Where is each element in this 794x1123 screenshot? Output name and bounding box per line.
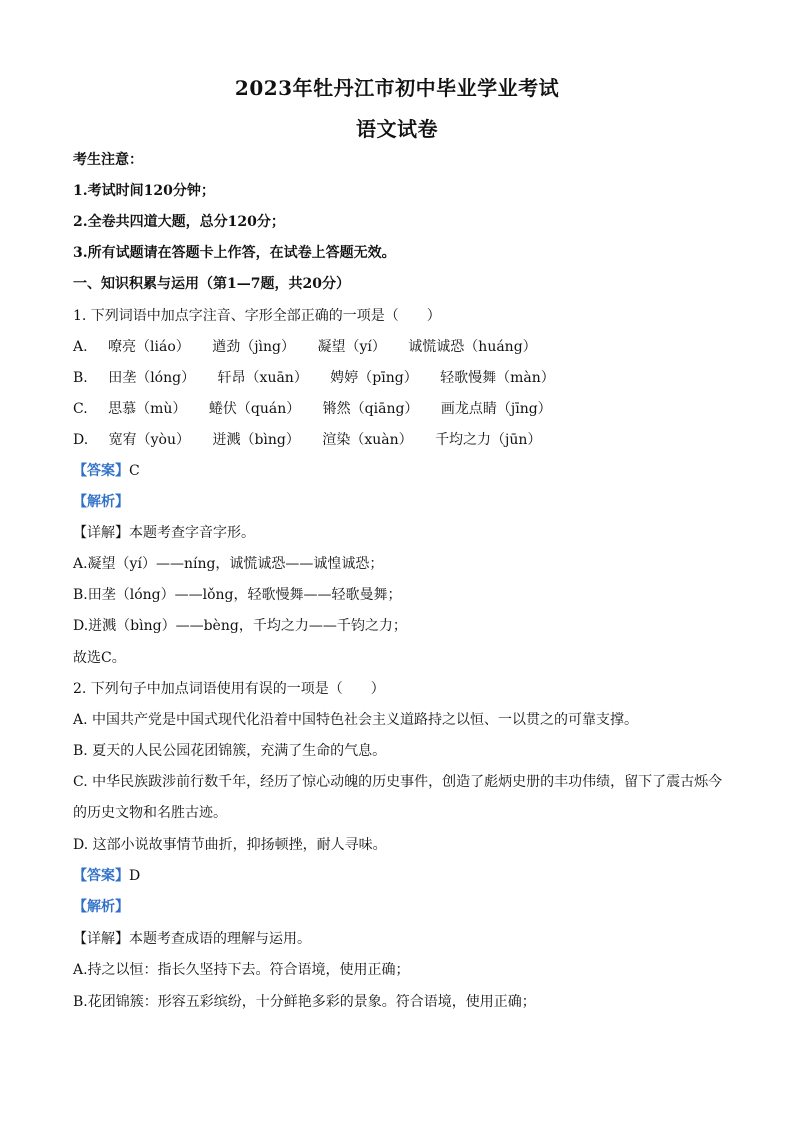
option-term: 诚慌诚恐（huáng）: [408, 339, 537, 355]
q1-explanation-b: B.田垄（lóng）——lǒng，轻歌慢舞——轻歌曼舞；: [73, 587, 402, 603]
q2-explanation-a: A.持之以恒：指长久坚持下去。符合语境，使用正确；: [73, 962, 410, 978]
option-label: A.: [73, 339, 88, 355]
notice-item-2: 2.全卷共四道大题，总分120分；: [73, 214, 285, 230]
q1-conclusion: 故选C。: [73, 650, 126, 666]
q1-option-d: [73, 430, 754, 450]
q2-detail: [73, 929, 754, 949]
q1-explanation-d: D.迸溅（bìng）——bèng，千均之力——千钧之力；: [73, 618, 407, 634]
q2-option-d: D. 这部小说故事情节曲折，抑扬顿挫，耐人寻味。: [73, 837, 387, 853]
option-term: 宽宥（yòu）: [108, 432, 190, 448]
q2-answer: [73, 866, 754, 886]
option-label: C.: [73, 401, 88, 417]
option-term: 画龙点睛（jīng）: [440, 401, 552, 417]
q1-answer: [73, 461, 754, 481]
answer-tag: 【答案】: [73, 463, 129, 479]
q2-option-c-continued: 的历史文物和名胜古迹。: [73, 805, 227, 821]
analysis-tag: 【解析】: [73, 494, 129, 510]
q1-option-a: [73, 337, 754, 357]
exam-subtitle: 语文试卷: [356, 117, 438, 141]
q2-option-a: A. 中国共产党是中国式现代化沿着中国特色社会主义道路持之以恒、一以贯之的可靠支撑。: [73, 712, 639, 728]
option-term: 锵然（qiāng）: [322, 401, 419, 417]
q1-stem: 1. 下列词语中加点字注音、字形全部正确的一项是（ ）: [73, 308, 441, 324]
detail-tag: 【详解】: [73, 525, 129, 541]
option-term: 迸溅（bìng）: [212, 432, 300, 448]
option-term: 娉婷（pīng）: [330, 370, 418, 386]
q2-option-b: B. 夏天的人民公园花团锦簇，充满了生命的气息。: [73, 743, 387, 759]
section-1-heading: 一、知识积累与运用（第1—7题，共20分）: [73, 276, 350, 292]
option-term: 轻歌慢舞（màn）: [440, 370, 555, 386]
option-term: 千均之力（jūn）: [435, 432, 542, 448]
option-term: 蜷伏（quán）: [208, 401, 301, 417]
analysis-tag: 【解析】: [73, 899, 129, 915]
detail-text: 本题考查成语的理解与运用。: [129, 931, 311, 947]
q1-explanation-a: A.凝望（yí）——níng，诚慌诚恐——诚惶诚恐；: [73, 556, 384, 572]
q1-option-b: [73, 368, 754, 388]
q2-stem: 2. 下列句子中加点词语使用有误的一项是（ ）: [73, 681, 385, 697]
q1-detail: [73, 523, 754, 543]
option-term: 遒劲（jìng）: [212, 339, 295, 355]
notice-heading: 考生注意：: [73, 152, 143, 168]
answer-tag: 【答案】: [73, 868, 129, 884]
q2-option-c: C. 中华民族跋涉前行数千年，经历了惊心动魄的历史事件，创造了彪炳史册的丰功伟绩，留下了震古烁今: [73, 774, 723, 790]
option-term: 嘹亮（liáo）: [108, 339, 190, 355]
answer-value: D: [129, 868, 141, 884]
notice-item-3: 3.所有试题请在答题卡上作答，在试卷上答题无效。: [73, 245, 396, 261]
exam-title: 2023年牡丹江市初中毕业学业考试: [234, 76, 560, 100]
detail-text: 本题考查字音字形。: [129, 525, 255, 541]
detail-tag: 【详解】: [73, 931, 129, 947]
q1-analysis-tag: [73, 492, 754, 512]
option-term: 凝望（yí）: [317, 339, 386, 355]
option-label: D.: [73, 432, 89, 448]
q1-option-c: [73, 399, 754, 419]
option-term: 渲染（xuàn）: [322, 432, 413, 448]
answer-value: C: [129, 463, 140, 479]
option-label: B.: [73, 370, 88, 386]
option-term: 轩昂（xuān）: [217, 370, 308, 386]
q2-explanation-b: B.花团锦簇：形容五彩缤纷，十分鲜艳多彩的景象。符合语境，使用正确；: [73, 994, 536, 1010]
q2-analysis-tag: [73, 897, 754, 917]
option-term: 田垄（lóng）: [108, 370, 196, 386]
notice-item-1: 1.考试时间120分钟；: [73, 183, 215, 199]
option-term: 思慕（mù）: [108, 401, 187, 417]
